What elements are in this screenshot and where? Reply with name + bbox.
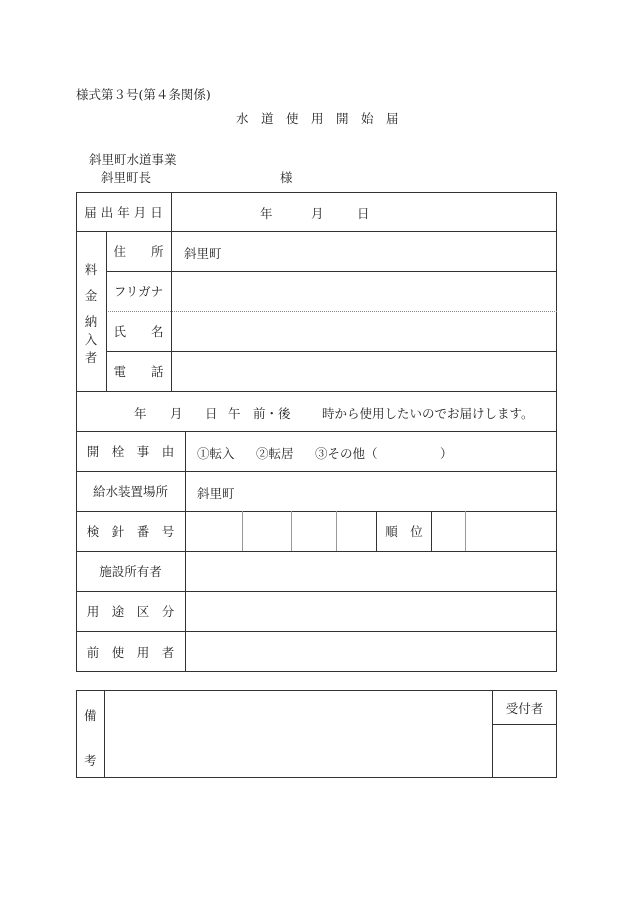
phone-label: 電 話: [113, 364, 164, 379]
addressee-head: 斜里町長: [101, 170, 152, 185]
usage-label: 用 途 区 分: [86, 604, 175, 619]
remarks-input[interactable]: [105, 691, 492, 777]
form-number: 様式第３号(第４条関係): [76, 87, 211, 102]
addressee-org: 斜里町水道事業: [89, 152, 177, 167]
usage-input[interactable]: [186, 591, 556, 631]
start-ampm[interactable]: 午 前・後: [228, 406, 291, 421]
date-month: 月: [311, 206, 324, 221]
date-day: 日: [357, 206, 370, 221]
reason-option-relocation[interactable]: ②転居: [256, 446, 294, 461]
reason-label: 開 栓 事 由: [86, 444, 175, 459]
location-label: 給水装置場所: [92, 484, 168, 499]
address-value[interactable]: 斜里町: [184, 246, 222, 261]
start-day: 日: [205, 406, 218, 421]
furigana-label: フリガナ: [113, 284, 164, 299]
furigana-input[interactable]: [172, 271, 556, 311]
payer-char-3: 納: [84, 314, 98, 329]
reason-option-move-in[interactable]: ①転入: [197, 446, 235, 461]
date-input[interactable]: [172, 192, 556, 231]
remarks-label-top: 備: [84, 708, 97, 723]
address-label: 住 所: [113, 244, 164, 259]
order-input[interactable]: [432, 511, 556, 551]
start-tail: 時から使用したいのでお届けします。: [322, 406, 534, 421]
owner-label: 施設所有者: [99, 564, 162, 579]
date-year: 年: [260, 206, 273, 221]
start-year: 年: [134, 406, 147, 421]
receiver-stamp-area[interactable]: [493, 725, 556, 777]
payer-char-5: 者: [84, 350, 98, 365]
name-label: 氏 名: [113, 324, 164, 339]
date-label: 届 出 年 月 日: [84, 204, 163, 220]
order-label: 順 位: [385, 524, 423, 539]
previous-user-input[interactable]: [186, 631, 556, 672]
location-value[interactable]: 斜里町: [197, 486, 235, 501]
meter-number-input[interactable]: [186, 511, 376, 551]
meter-label: 検 針 番 号: [86, 524, 175, 539]
payer-char-2: 金: [84, 288, 98, 303]
receiver-label: 受付者: [505, 700, 544, 716]
form-title: 水 道 使 用 開 始 届: [236, 111, 399, 126]
remarks-label-bottom: 考: [84, 753, 97, 768]
phone-input[interactable]: [172, 351, 556, 391]
payer-char-4: 入: [84, 332, 98, 347]
addressee-honorific: 様: [280, 170, 293, 185]
owner-input[interactable]: [186, 551, 556, 591]
payer-group-label: [76, 231, 106, 391]
start-month: 月: [170, 406, 183, 421]
reason-option-other[interactable]: ③その他（ ）: [315, 446, 453, 461]
previous-user-label: 前 使 用 者: [86, 644, 175, 660]
payer-char-1: 料: [84, 262, 98, 277]
name-input[interactable]: [172, 311, 556, 351]
